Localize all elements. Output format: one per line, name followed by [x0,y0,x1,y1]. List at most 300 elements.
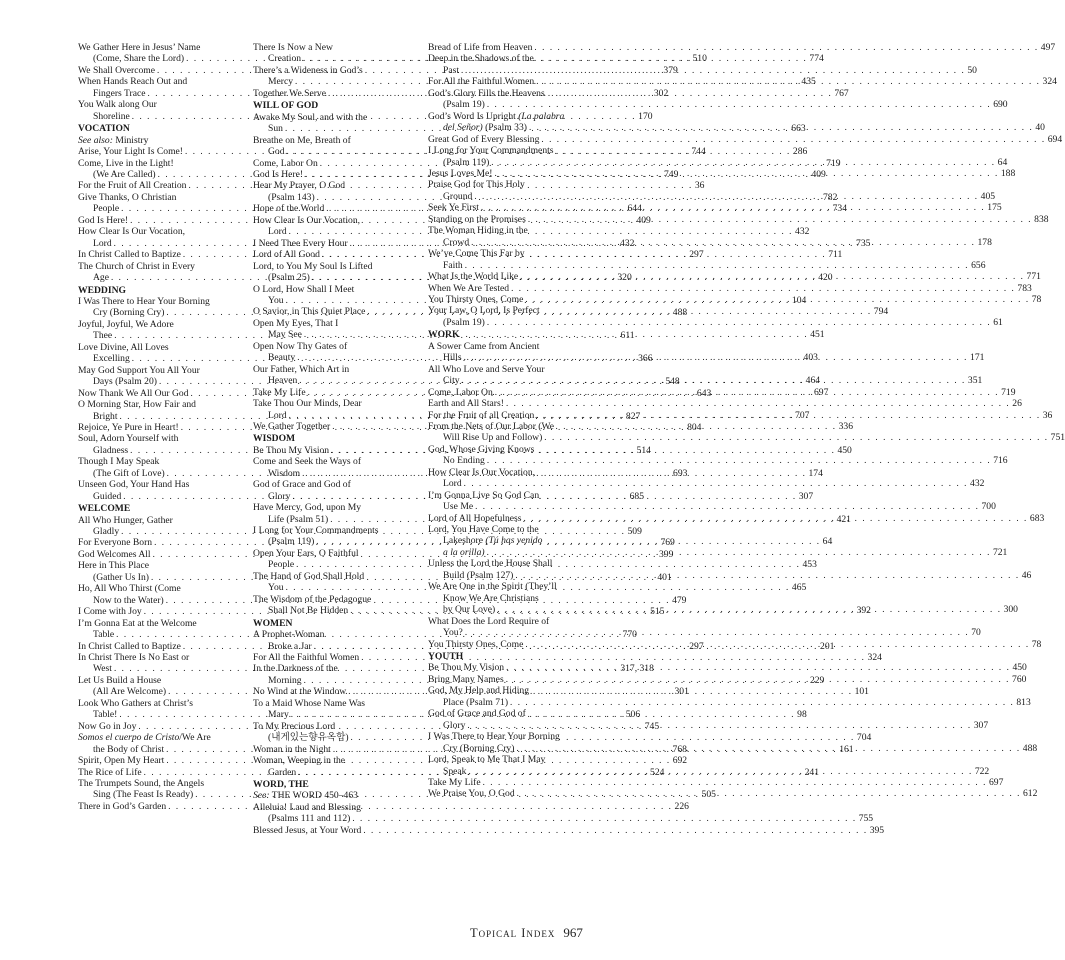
entry-line [253,42,417,53]
hymn-title-text: God’s Word Is Upright [428,110,516,122]
hymn-title-continued [93,111,130,122]
hymn-title [253,284,354,295]
hymn-title-continued [268,123,283,134]
hymn-title-continued [443,501,473,512]
hymn-title-text: (Psalm 19) [443,316,485,328]
hymn-title [253,594,371,605]
hymn-title-text: We Gather Together [253,420,331,432]
hymn-title-continued [268,641,312,652]
entry-line [253,364,417,375]
hymn-number: 409 [811,168,826,180]
entry-line [428,341,592,352]
dot-leader [475,501,979,512]
hymn-title-text: Ho, All Who Thirst (Come [78,583,181,595]
hymn-title-continued [268,76,293,87]
hymn-title-text: How Clear Is Our Vocation, [253,214,361,226]
hymn-title [253,364,349,375]
entry-line [428,282,1032,294]
hymn-title-text: Come, Live in the Light! [78,157,174,169]
hymn-title-text: Awake My Soul, and with the [253,111,368,123]
hymn-number: 685 [629,490,644,502]
hymn-number: 783 [1017,282,1032,294]
hymn-title-text: I Long for Your Commandments [428,145,554,157]
hymn-title-continued [93,744,164,755]
hymn-title [428,283,509,294]
hymn-number: 760 [1012,673,1027,685]
hymn-title-text: Alleluia! Laud and Blessing [253,801,361,813]
hymn-number: 78 [1031,638,1042,650]
hymn-title-continued [93,686,166,697]
entry-line [253,284,417,295]
hymn-title-text: What Is the World Like [428,271,519,283]
hymn-title-text: We Praise You, O God [428,788,515,800]
hymn-number: 64 [997,156,1008,168]
hymn-number: 479 [672,594,687,606]
hymn-title [428,513,522,524]
dot-leader [471,237,975,248]
hymn-title-text: Give Thanks, O Christian [78,191,177,203]
hymn-number: 432 [795,226,810,238]
hymn-title [428,731,560,742]
hymn-title [78,479,189,490]
hymn-title-continued [268,582,284,593]
hymn-title [78,583,181,594]
hymn-title-continued [268,514,328,525]
hymn-number: 515 [650,606,665,618]
hymn-number: 704 [856,732,872,744]
entry-line [428,432,1065,444]
hymn-title-text: (Psalm 25) [268,272,310,284]
hymn-title [253,421,330,432]
hymn-title-text: O Savior, in This Quiet Place [253,306,366,318]
hymn-title [428,364,545,375]
hymn-title [253,686,346,697]
hymn-title-text: Come and Seek the Ways of [253,456,362,468]
hymn-title [428,410,534,421]
hymn-title-text: In the Darkness of the [253,663,338,675]
hymn-title-text: Glory [268,490,291,502]
hymn-title-text: May See [268,329,302,341]
hymn-title [78,641,181,652]
hymn-title-text: Hope of the World [253,203,325,215]
hymn-title-text: Be Thou My Vision [428,662,505,674]
hymn-title-text: How Clear Is Our Vocation, [428,466,536,478]
hymn-number: 692 [672,755,688,767]
hymn-title [78,422,179,433]
hymn-title-continued [443,122,527,133]
hymn-number: 336 [838,420,853,432]
hymn-title-text: Soul, Adorn Yourself with [78,433,179,445]
hymn-title-text: Though I May Speak [78,456,160,468]
hymn-number: 401 [657,571,672,583]
hymn-title [253,525,379,536]
hymn-title-continued [443,570,513,581]
hymn-title [428,168,492,179]
entry-line [428,754,592,765]
hymn-number: 420 [818,272,833,284]
hymn-title-text: Gladness [93,444,129,456]
entry-line [78,732,242,743]
hymn-title-text: You? [443,627,463,639]
hymn-title-continued [268,352,295,363]
hymn-title-continued [443,697,508,708]
hymn-number: 399 [658,548,674,560]
dot-leader [168,801,672,812]
hymn-number: 804 [687,421,702,433]
entry-line [428,467,592,478]
hymn-title-text: The Wisdom of the Pedagogue [253,593,372,605]
hymn-number: 719 [1001,386,1016,398]
hymn-title [428,467,535,478]
entry-line [428,111,592,122]
hymn-title-text: (Psalm 143) [268,191,315,203]
hymn-title-text: A Sower Came from Ancient [428,340,540,352]
hymn-title-continued [93,376,157,387]
hymn-title [428,788,515,799]
hymn-title-text: Deep in the Shadows of the [428,53,534,65]
hymn-title [253,158,318,169]
entry-line [78,515,242,526]
hymn-number: 683 [1029,512,1045,524]
hymn-number: 711 [828,249,843,261]
hymn-number: 782 [823,191,838,203]
hymn-title [78,560,149,571]
hymn-number: 548 [665,376,680,388]
entry-line [78,778,242,789]
hymn-number: 509 [627,526,642,538]
hymn-number: 744 [691,146,706,158]
hymn-title-text: Now Thank We All Our God [78,387,189,399]
entry-line [428,398,1022,410]
hymn-title-text: Our Father, Which Art in [253,363,350,375]
hymn-number: 175 [987,202,1002,214]
dot-leader [529,122,1033,133]
entry-line [428,316,1003,328]
see-also-text: Ministry [115,134,149,146]
hymn-title-text: The Rice of Life [78,766,142,778]
hymn-number: 771 [1026,271,1041,283]
hymn-title-text: Wisdom [268,467,301,479]
dot-leader [465,260,969,271]
hymn-number: 409 [636,214,651,226]
hymn-title [428,88,545,99]
hymn-number: 174 [808,467,823,479]
hymn-number: 697 [988,777,1004,788]
hymn-number: 693 [673,467,688,479]
see-also-reference [78,135,242,146]
entry-line [253,112,417,123]
hymn-title [253,65,363,76]
entry-line [78,698,242,709]
hymn-title-text: In Christ Called to Baptize [78,640,181,652]
hymn-title [78,456,159,467]
dot-leader [487,317,991,328]
hymn-number: 161 [839,743,854,755]
hymn-title-text: Standing on the Promises [428,213,526,225]
hymn-title [78,365,200,376]
hymn-number: 229 [809,674,825,686]
hymn-title-text: Creation [268,53,302,65]
hymn-title [253,169,303,180]
entry-line [428,179,592,190]
dot-leader [528,214,1032,225]
hymn-title-text: For Everyone Born [78,537,153,549]
entry-line [78,399,242,410]
hymn-number: 794 [873,306,889,318]
hymn-title-text: No Ending [443,455,485,467]
hymn-title-text: Hear My Prayer, O God [253,180,346,192]
entry-line [428,558,592,569]
dot-leader [467,720,971,731]
entry-line [428,99,1008,111]
hymn-number: 324 [1042,76,1057,88]
hymn-number: 432 [970,478,985,490]
hymn-number: 656 [971,259,986,271]
hymn-title-text: Breathe on Me, Breath of [253,134,351,146]
hymn-title-continued [93,789,193,800]
hymn-title-text: Thee [93,330,113,342]
hymn-title [253,88,326,99]
hymn-title-text: Place (Psalm 71) [443,696,509,708]
entry-line [78,433,242,444]
entry-line [428,535,592,546]
hymn-title [428,248,525,259]
hymn-title [253,698,365,709]
hymn-title-text: /We Are [179,732,211,744]
entry-line [78,342,242,353]
hymn-title-continued [93,663,112,674]
hymn-title-continued [443,627,463,638]
hymn-title-text: We Shall Overcome [78,64,156,76]
hymn-title-text: (Psalm 19) [443,99,485,111]
entry-line [253,135,417,146]
hymn-title-continued [268,767,296,778]
hymn-title-text: In Christ Called to Baptize [78,249,181,261]
hymn-number: 78 [1031,293,1042,305]
hymn-number: 643 [696,387,712,399]
hymn-title [253,445,329,456]
hymn-title-text: Bright [93,410,118,422]
hymn-number: 735 [856,237,871,249]
hymn-title-text: We Gather Here in Jesus’ Name [78,42,201,53]
hymn-title-continued [93,169,156,180]
hymn-number: 395 [869,824,885,836]
hymn-number: 755 [858,813,874,825]
hymn-title-text: God of Grace and God of [428,708,526,720]
hymn-title-continued [268,732,349,743]
hymn-title-text: Know We Are Christians [443,592,539,604]
hymn-title [78,226,185,237]
hymn-number: 745 [644,720,660,732]
hymn-title [428,421,554,432]
hymn-title-italic: Somos el cuerpo de Cristo [78,732,180,744]
dot-leader [487,455,991,466]
hymn-title-text: Seek Ye First [428,202,479,214]
entry-line [428,455,1008,467]
hymn-title-continued [443,766,466,777]
hymn-title [78,215,128,226]
hymn-number: 46 [1021,569,1032,581]
index-entry [428,398,1022,410]
hymn-title-text: Shall Not Be Hidden [268,605,349,617]
hymn-number: 694 [1047,133,1063,145]
dot-leader [468,766,972,777]
hymn-title-text: Lord, You Have Come to the [428,524,539,536]
hymn-number: 488 [672,307,688,319]
hymn-number: 464 [805,375,821,387]
hymn-number: 453 [802,559,817,571]
hymn-title [428,685,529,696]
hymn-title [253,802,361,813]
hymn-number: 307 [973,719,989,731]
hymn-title-text: Ground [443,190,473,202]
hymn-title-text: Bread of Life from Heaven [428,42,533,53]
hymn-title [428,639,523,650]
hymn-title [428,179,525,190]
hymn-title [428,111,564,122]
hymn-title [428,490,539,501]
dot-leader [497,604,1001,618]
hymn-title [253,479,351,490]
hymn-title-continued [93,468,165,479]
hymn-title-text: (Psalm 33) [482,122,527,134]
hymn-title-text: You [268,294,284,306]
hymn-title-continued [93,445,128,456]
hymn-title-continued [443,720,465,731]
hymn-title-text: (Psalms 111 and 112) [268,813,351,825]
hymn-title-text: There in God’s Garden [78,800,167,812]
hymn-title-text: (Psalm 119) [268,536,315,548]
hymn-title-continued [268,813,350,824]
entry-line [428,593,592,604]
hymn-title-text: Gladly [93,526,120,538]
hymn-title-text: Woman in the Night [253,743,331,755]
dot-leader [483,777,987,788]
hymn-title-text: the Body of Christ [93,743,165,755]
hymn-title-text: Morning [268,674,302,686]
entry-line [253,525,417,536]
hymn-title-text: For All the Faithful Women [428,76,535,88]
hymn-title-text: Now to the Water) [93,594,164,606]
hymn-title-text: Faith [443,259,463,271]
hymn-title-text: Glory [443,719,466,731]
hymn-number: 405 [980,190,996,202]
entry-line [78,618,242,629]
hymn-title-continued [93,491,121,502]
hymn-title-text: No Wind at the Window [253,686,347,698]
hymn-title [78,537,152,548]
hymn-title-text: West [93,663,112,675]
entry-line [428,490,592,501]
entry-line [428,145,592,156]
hymn-number: 70 [971,627,981,639]
hymn-title [78,65,155,76]
entry-line [428,616,592,627]
hymn-title [78,180,186,191]
entry-line [428,133,1063,145]
entry-line [253,721,417,732]
hymn-title-text: Love Divine, All Loves [78,341,169,353]
hymn-title-continued [268,709,289,720]
hymn-title-text: Past [443,64,459,76]
hymn-number: 838 [1034,213,1049,225]
topic-heading: VOCATION [78,123,130,135]
hymn-title [253,180,345,191]
hymn-title-text: There’s a Wideness in God’s [253,64,363,76]
hymn-title-text: God Welcomes All [78,548,151,560]
hymn-title-text: (내게있는향유옥합) [268,732,349,744]
hymn-title-continued [443,478,462,489]
dot-leader [491,157,995,168]
hymn-title-continued [268,375,297,386]
hymn-title [428,616,549,627]
hymn-title [78,388,189,399]
hymn-number: 451 [810,329,825,341]
hymn-title-continued [93,88,146,99]
entry-line [253,341,417,352]
entry-line [253,456,417,467]
hymn-title-continued [443,743,514,754]
hymn-title-text: Open Your Ears, O Faithful [253,547,359,559]
hymn-title-text: Rejoice, Ye Pure in Heart! [78,421,179,433]
hymn-title [78,433,178,444]
hymn-title-italic: a la orilla) [443,546,485,558]
entry-line [253,663,417,674]
hymn-title [78,778,204,789]
hymn-number: 297 [689,249,704,261]
hymn-title-text: Heaven [268,375,298,387]
hymn-number: 300 [1003,604,1018,616]
hymn-title-text: Take Thou Our Minds, Dear [253,398,362,410]
entry-line [428,42,1056,53]
dot-leader [487,99,991,110]
hymn-title [253,238,348,249]
page-number: 967 [563,925,583,940]
hymn-title-text: Together We Serve [253,87,326,99]
hymn-title [253,306,365,317]
dot-leader [536,76,1040,87]
hymn-number: 450 [1012,662,1027,674]
dot-leader [363,825,867,836]
entry-line [253,824,885,836]
hymn-title-text: Have Mercy, God, upon My [253,502,362,514]
hymn-title [428,662,504,673]
hymn-title-text: Your Law, O Lord, Is Perfect [428,305,540,317]
hymn-title-continued [443,593,539,604]
hymn-title-continued [443,157,489,168]
hymn-title-text: People [93,203,120,215]
hymn-title-continued [93,307,164,318]
hymn-number: 435 [801,76,816,88]
entry-line [253,502,417,513]
hymn-title [78,296,210,307]
hymn-title-text: Days (Psalm 20) [93,376,157,388]
hymn-title [428,305,540,316]
hymn-title [78,158,174,169]
hymn-title-text: There Is Now a New [253,42,333,53]
hymn-title-text: Come, Labor On [428,386,493,398]
hymn-title-continued [268,491,290,502]
hymn-number: 510 [692,53,707,65]
hymn-number: 26 [1012,398,1022,410]
footer-label: Topical Index [470,926,556,940]
hymn-title-continued [268,53,301,64]
hymn-title-text: We Are One in the Spirit (They’ll [428,581,557,593]
entry-line [428,305,592,316]
entry-line [253,261,417,272]
hymn-title-text: Guided [93,490,122,502]
hymn-title [428,294,523,305]
